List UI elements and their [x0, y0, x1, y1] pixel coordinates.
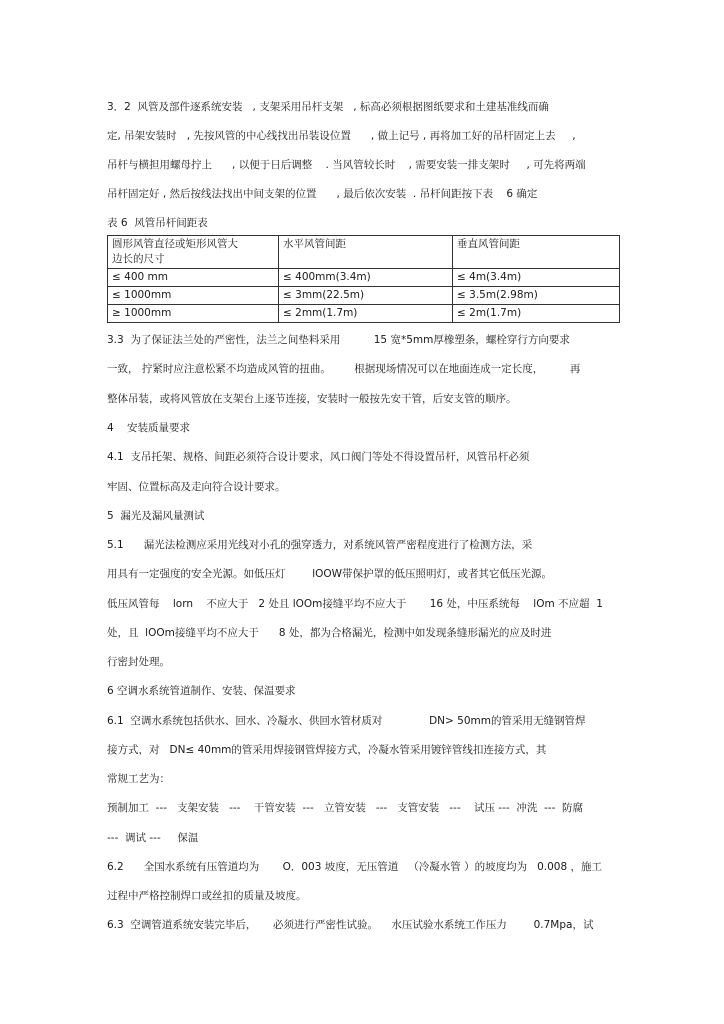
table-header-row — [108, 236, 620, 269]
text-line: 吊杆与横担用螺母拧上 , 以便于日后调整 . 当风管较长时 , 需要安装一排支架时 , 可先将两端 — [107, 159, 586, 171]
text-line: 接方式，对 DN≤ 40mm的管采用焊接钢管焊接方式，冷凝水管采用镀锌管线扣连接方式，其 — [107, 744, 547, 756]
table-cell: ≤ 2m(1.7m) — [453, 305, 620, 323]
section-heading: 4 安装质量要求 — [107, 422, 191, 434]
text-line: 6.1 空调水系统包括供水、回水、冷凝水、供回水管材质对 DN> 50mm的管采用无缝钢管焊 — [107, 715, 586, 727]
text-line: 用具有一定强度的安全光源。如低压灯 lOOW带保护罩的低压照明灯，或者其它低压光源。 — [107, 568, 553, 580]
table-cell: ≤ 400mm(3.4m) — [279, 269, 453, 287]
table-row — [108, 269, 620, 287]
table-row — [108, 305, 620, 323]
text-line: 低压风管每 lorn 不应大于 2 处且 lOOm接缝平均不应大于 16 处，中压系统每 lOm 不应超 1 — [107, 598, 603, 610]
text-line: 一致， 拧紧时应注意松紧不均造成风管的扭曲。 根据现场情况可以在地面连成一定长度， 再 — [107, 363, 581, 375]
hanger-spacing-table — [107, 235, 620, 323]
section-heading: 5 漏光及漏风量测试 — [107, 510, 205, 522]
table-caption: 表 6 风管吊杆间距表 — [107, 217, 208, 229]
text-line: 吊杆固定好 , 然后按线法找出中间支架的位置 , 最后依次安装 . 吊杆间距按下表 6 确定 — [107, 188, 538, 200]
table-cell: ≤ 1000mm — [108, 287, 279, 305]
table-header-cell: 垂直风管间距 — [453, 236, 620, 269]
table-header-cell: 圆形风管直径或矩形风管大 边长的尺寸 — [108, 236, 279, 269]
text-line: 6.3 空调管道系统安装完毕后， 必须进行严密性试验。 水压试验水系统工作压力 0.7Mpa，试 — [107, 919, 594, 931]
process-steps: 预制加工 --- 支架安装 --- 干管安装 --- 立管安装 --- 支管安装 --- 试压 --- 冲洗 --- 防腐 — [107, 802, 584, 814]
text-line: 整体吊装，或将风管放在支架台上逐节连接，安装时一般按先安干管，后安支管的顺序。 — [107, 393, 517, 405]
table-cell: ≤ 3mm(22.5m) — [279, 287, 453, 305]
text-line: 3．2 风管及部件逐系统安装 , 支架采用吊杆支架 , 标高必须根据图纸要求和土建基准线而确 — [107, 101, 549, 113]
process-steps: --- 调试 --- 保温 — [107, 832, 199, 844]
section-heading: 6 空调水系统管道制作、安装、保温要求 — [107, 685, 296, 697]
text-line: 5.1 漏光法检测应采用光线对小孔的强穿透力，对系统风管严密程度进行了检测方法，采 — [107, 539, 533, 551]
text-line: 6.2 全国水系统有压管道均为 O．003 坡度，无压管道 （冷凝水管 ）的坡度均为 0.008 ，施工 — [107, 861, 602, 873]
text-line: 常规工艺为： — [107, 773, 170, 785]
table-cell: ≥ 1000mm — [108, 305, 279, 323]
text-line: 4.1 支吊托架、规格、间距必须符合设计要求，风口阀门等处不得设置吊杆，风管吊杆必须 — [107, 451, 530, 463]
text-line: 处，且 lOOm接缝平均不应大于 8 处，都为合格漏光，检测中如发现条缝形漏光的应及时进 — [107, 627, 552, 639]
text-line: 行密封处理。 — [107, 656, 170, 668]
text-line: 牢固、位置标高及走向符合设计要求。 — [107, 481, 286, 493]
table-row — [108, 287, 620, 305]
table-header-cell: 水平风管间距 — [279, 236, 453, 269]
text-line: 过程中严格控制焊口或丝扣的质量及坡度。 — [107, 890, 307, 902]
table-cell: ≤ 400 mm — [108, 269, 279, 287]
table-cell: ≤ 2mm(1.7m) — [279, 305, 453, 323]
table-cell: ≤ 3.5m(2.98m) — [453, 287, 620, 305]
text-line: 3.3 为了保证法兰处的严密性，法兰之间垫料采用 15 宽*5mm厚橡塑条，螺栓穿行方向要求 — [107, 334, 570, 346]
text-line: 定, 吊架安装时 , 先按风管的中心线找出吊装设位置 , 做上记号 , 再将加工好的吊杆固定上去 , — [107, 130, 576, 142]
table-cell: ≤ 4m(3.4m) — [453, 269, 620, 287]
